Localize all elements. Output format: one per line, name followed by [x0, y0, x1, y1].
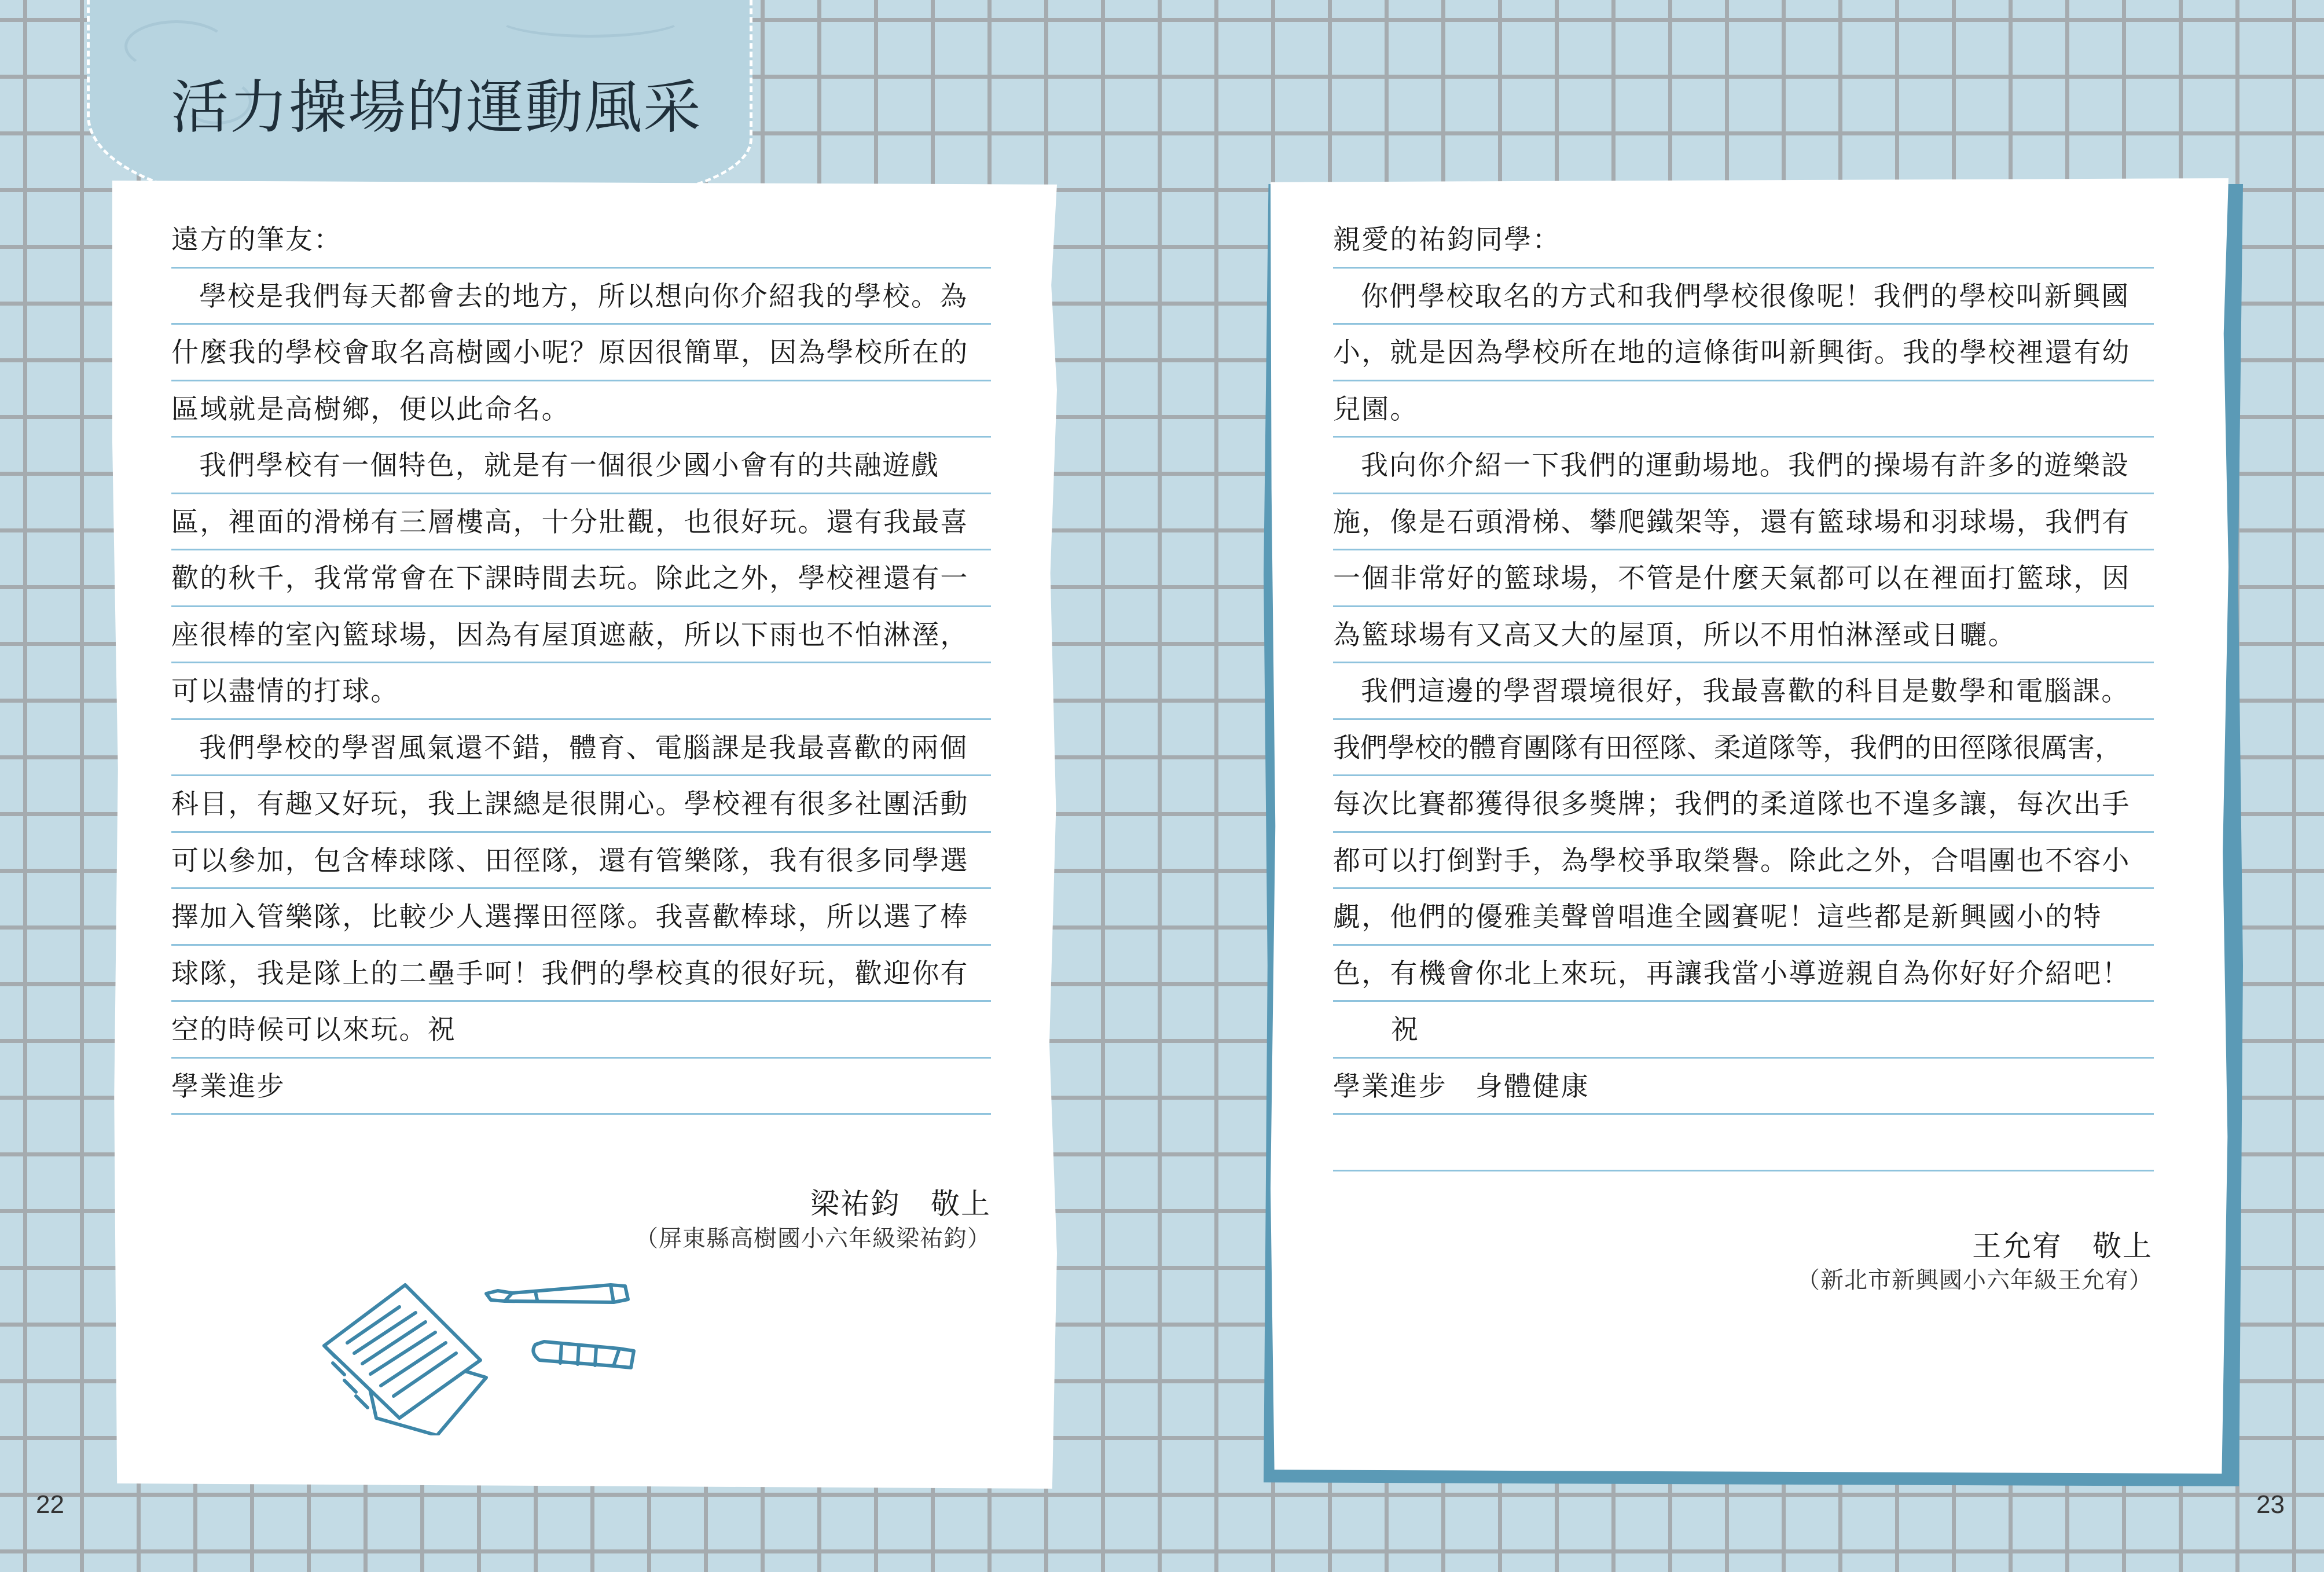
letter-line: 我們學校有一個特色，就是有一個很少國小會有的共融遊戲: [171, 438, 991, 494]
letter-line: 空的時候可以來玩。祝: [171, 1002, 991, 1059]
letter-line: 色，有機會你北上來玩，再讓我當小導遊親自為你好好介紹吧！: [1333, 946, 2154, 1002]
left-letter: [171, 212, 991, 1115]
decorative-swirl: [495, 0, 686, 38]
letter-line: 都可以打倒對手，為學校爭取榮譽。除此之外，合唱團也不容小: [1333, 833, 2154, 890]
letter-line: 我向你介紹一下我們的運動場地。我們的操場有許多的遊樂設: [1333, 438, 2154, 494]
pen-icon: [486, 1285, 634, 1368]
right-signature: 王允宥 敬上: [1972, 1229, 2153, 1263]
letter-closing: 學業進步 身體健康: [1333, 1059, 2154, 1115]
letter-line: 球隊，我是隊上的二壘手呵！我們的學校真的很好玩，歡迎你有: [171, 946, 991, 1002]
letter-line: 你們學校取名的方式和我們學校很像呢！我們的學校叫新興國: [1333, 269, 2154, 325]
letter-line: 科目，有趣又好玩，我上課總是很開心。學校裡有很多社團活動: [171, 776, 991, 833]
letter-line: 覷，他們的優雅美聲曾唱進全國賽呢！這些都是新興國小的特: [1333, 889, 2154, 946]
right-letter: [1333, 212, 2154, 1171]
letter-line: 學校是我們每天都會去的地方，所以想向你介紹我的學校。為: [171, 269, 991, 325]
letter-line: 一個非常好的籃球場，不管是什麼天氣都可以在裡面打籃球，因: [1333, 550, 2154, 607]
page-number-right: 23: [2256, 1490, 2285, 1519]
notepad-icon: [324, 1285, 486, 1435]
letter-line: 兒園。: [1333, 381, 2154, 438]
letter-line: 每次比賽都獲得很多獎牌；我們的柔道隊也不遑多讓，每次出手: [1333, 776, 2154, 833]
letter-greeting: 親愛的祐鈞同學：: [1333, 212, 2154, 269]
notepad-pen-doodle: [313, 1244, 718, 1435]
page-number-left: 22: [36, 1490, 64, 1519]
right-affiliation: （新北市新興國小六年級王允宥）: [1797, 1267, 2153, 1294]
letter-line: 可以盡情的打球。: [171, 663, 991, 720]
letter-greeting: 遠方的筆友：: [171, 212, 991, 269]
letter-line: 座很棒的室內籃球場，因為有屋頂遮蔽，所以下雨也不怕淋溼，: [171, 607, 991, 664]
letter-line: 小，就是因為學校所在地的這條街叫新興街。我的學校裡還有幼: [1333, 325, 2154, 381]
letter-closing: 學業進步: [171, 1059, 991, 1115]
letter-line: 什麼我的學校會取名高樹國小呢？原因很簡單，因為學校所在的: [171, 325, 991, 381]
letter-line: 我們學校的學習風氣還不錯，體育、電腦課是我最喜歡的兩個: [171, 720, 991, 777]
left-signature: 梁祐鈞 敬上: [810, 1187, 991, 1221]
letter-line: 區，裡面的滑梯有三層樓高，十分壯觀，也很好玩。還有我最喜: [171, 494, 991, 551]
page-title: 活力操場的運動風采: [171, 74, 702, 141]
letter-line: 施，像是石頭滑梯、攀爬鐵架等，還有籃球場和羽球場，我們有: [1333, 494, 2154, 551]
letter-line: 歡的秋千，我常常會在下課時間去玩。除此之外，學校裡還有一: [171, 550, 991, 607]
letter-blessing: 祝: [1333, 1002, 2154, 1059]
left-affiliation: （屏東縣高樹國小六年級梁祐鈞）: [635, 1225, 991, 1252]
letter-line: 可以參加，包含棒球隊、田徑隊，還有管樂隊，我有很多同學選: [171, 833, 991, 890]
letter-line: 為籃球場有又高又大的屋頂，所以不用怕淋溼或日曬。: [1333, 607, 2154, 664]
letter-line: 我們這邊的學習環境很好，我最喜歡的科目是數學和電腦課。: [1333, 663, 2154, 720]
letter-line: 我們學校的體育團隊有田徑隊、柔道隊等，我們的田徑隊很厲害，: [1333, 720, 2154, 777]
letter-line: 區域就是高樹鄉，便以此命名。: [171, 381, 991, 438]
letter-line: 擇加入管樂隊，比較少人選擇田徑隊。我喜歡棒球，所以選了棒: [171, 889, 991, 946]
blank-rule-line: [1333, 1115, 2154, 1171]
